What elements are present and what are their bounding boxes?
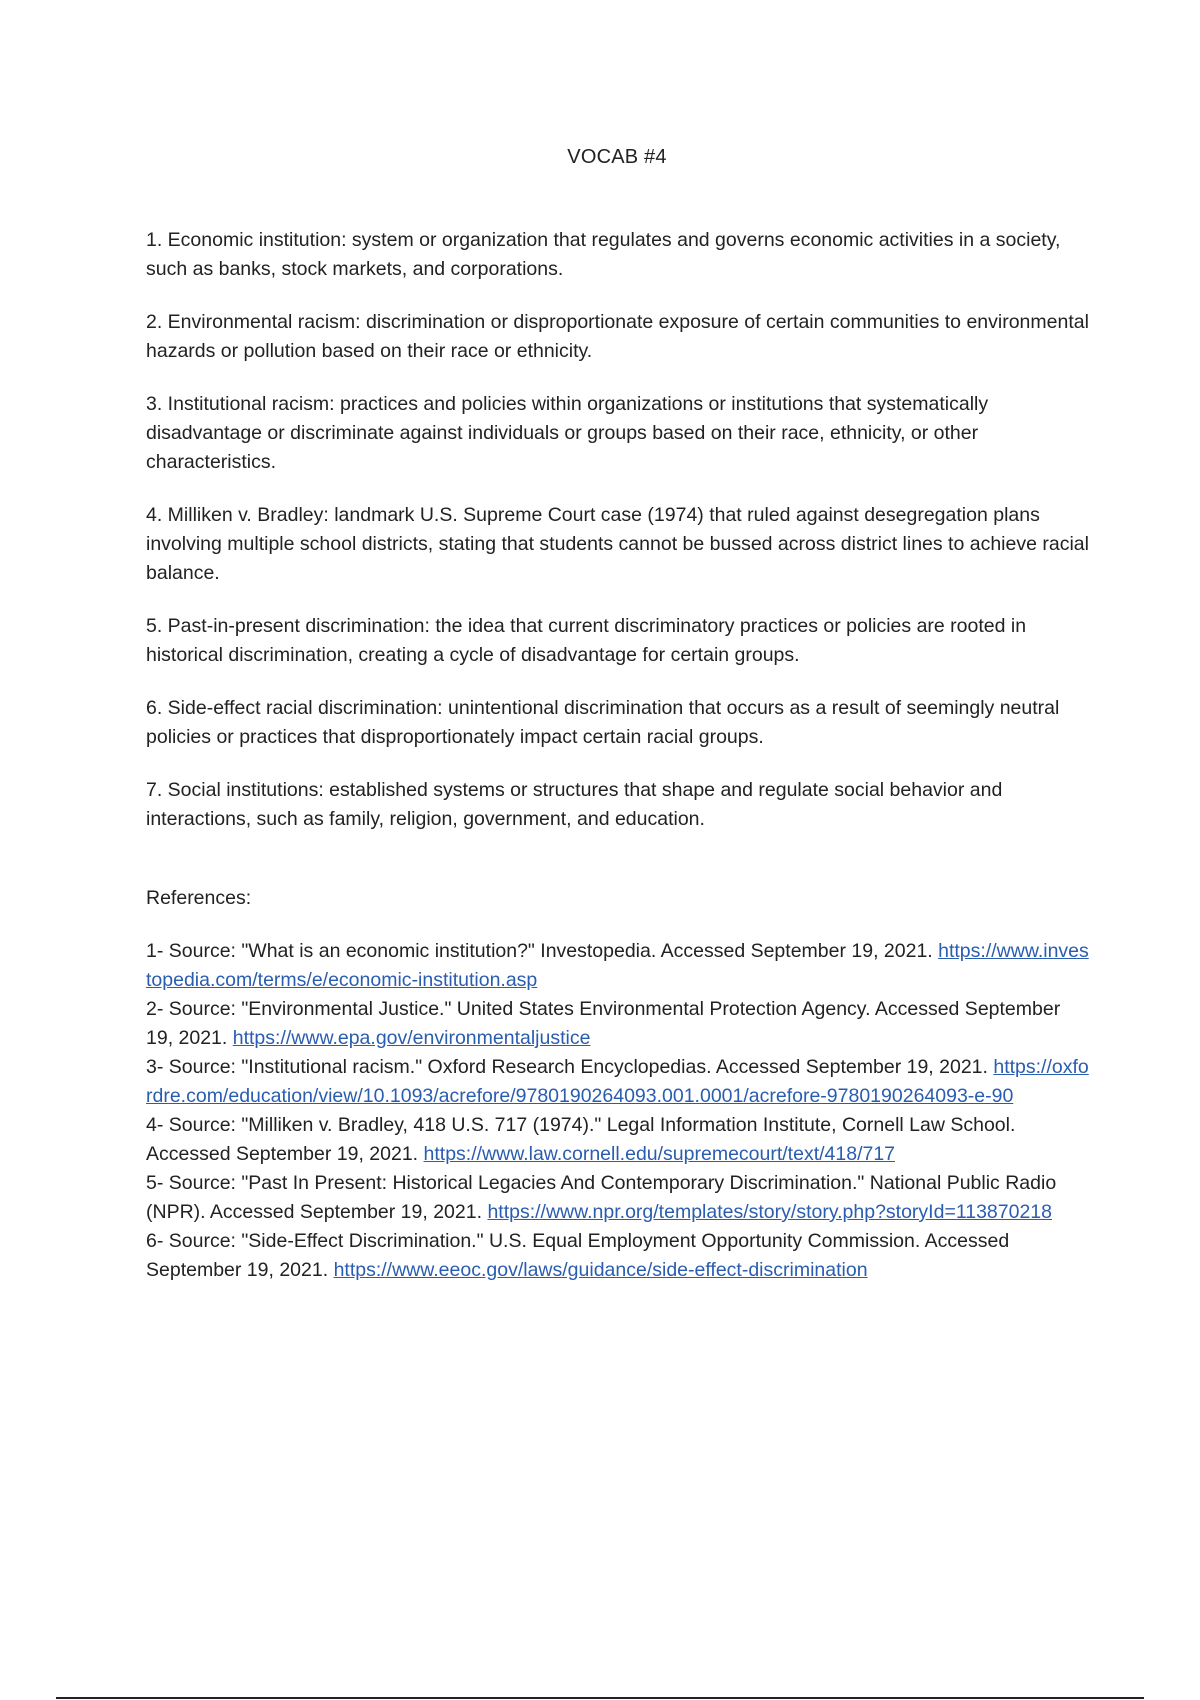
- reference-item: [146, 1053, 1091, 1111]
- page-title: VOCAB #4: [567, 146, 667, 168]
- reference-link[interactable]: https://www.law.cornell.edu/supremecourt/text/418/717: [423, 1143, 896, 1165]
- vocab-item-environmental-racism: 2. Environmental racism: discrimination or disproportionate exposure of certain communities to environmental hazards or pollution based on their race or ethnicity.: [146, 311, 1089, 362]
- reference-link[interactable]: https://www.investopedia.com/terms/e/economic-institution.asp: [146, 940, 1089, 991]
- reference-text: 5- Source: "Past In Present: Historical Legacies And Contemporary Discrimination." National Public Radio (NPR). Accessed September 19, 2021.: [146, 1172, 1057, 1223]
- reference-link[interactable]: https://www.npr.org/templates/story/story.php?storyId=113870218: [487, 1201, 1052, 1223]
- vocab-item-institutional-racism: 3. Institutional racism: practices and policies within organizations or institutions that systematically disadvantage or discriminate against individuals or groups based on their race, ethnicity, or other characteristics.: [146, 393, 989, 473]
- reference-text: 3- Source: "Institutional racism." Oxford Research Encyclopedias. Accessed September 19, 2021.: [146, 1056, 988, 1078]
- reference-item: [146, 937, 1091, 995]
- reference-link[interactable]: https://oxfordre.com/education/view/10.1093/acrefore/9780190264093.001.0001/acrefore-9780190264093-e-90: [146, 1056, 1089, 1107]
- reference-link[interactable]: https://www.epa.gov/environmentaljustice: [232, 1027, 591, 1049]
- reference-item: [146, 995, 1091, 1053]
- page-bottom-border: [56, 1697, 1144, 1699]
- reference-text: 6- Source: "Side-Effect Discrimination." U.S. Equal Employment Opportunity Commission. Accessed September 19, 2021.: [146, 1230, 1010, 1281]
- references-heading: References:: [146, 887, 252, 909]
- reference-text: 1- Source: "What is an economic institution?" Investopedia. Accessed September 19, 2021.: [146, 940, 933, 962]
- vocab-item-past-in-present: 5. Past-in-present discrimination: the idea that current discriminatory practices or policies are rooted in historical discrimination, creating a cycle of disadvantage for certain groups.: [146, 615, 1027, 666]
- reference-text: 4- Source: "Milliken v. Bradley, 418 U.S. 717 (1974)." Legal Information Institute, Cornell Law School. Accessed September 19, 2021.: [146, 1114, 1016, 1165]
- reference-link[interactable]: https://www.eeoc.gov/laws/guidance/side-effect-discrimination: [333, 1259, 868, 1281]
- reference-item: [146, 1169, 1091, 1227]
- document-body: [146, 226, 1091, 1285]
- vocab-item-economic-institution: 1. Economic institution: system or organization that regulates and governs economic activities in a society, such as banks, stock markets, and corporations.: [146, 229, 1061, 280]
- vocab-item-milliken-v-bradley: 4. Milliken v. Bradley: landmark U.S. Supreme Court case (1974) that ruled against desegregation plans involving multiple school districts, stating that students cannot be bussed across district lines to achieve racial balance.: [146, 504, 1089, 584]
- reference-text: 2- Source: "Environmental Justice." United States Environmental Protection Agency. Accessed September 19, 2021.: [146, 998, 1061, 1049]
- vocab-item-social-institutions: 7. Social institutions: established systems or structures that shape and regulate social behavior and interactions, such as family, religion, government, and education.: [146, 779, 1003, 830]
- reference-item: [146, 1111, 1091, 1169]
- vocab-item-side-effect: 6. Side-effect racial discrimination: unintentional discrimination that occurs as a result of seemingly neutral policies or practices that disproportionately impact certain racial groups.: [146, 697, 1060, 748]
- reference-item: [146, 1227, 1091, 1285]
